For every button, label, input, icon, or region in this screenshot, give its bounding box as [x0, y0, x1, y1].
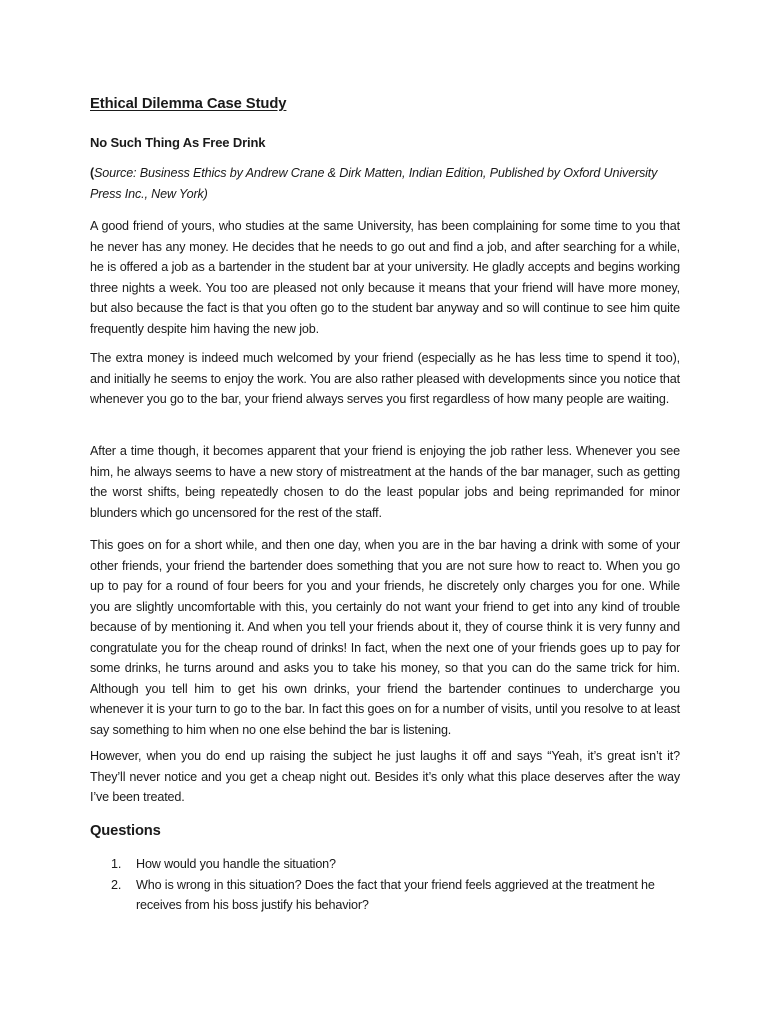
source-open-paren: (: [90, 166, 95, 180]
document-title: Ethical Dilemma Case Study: [90, 96, 287, 112]
question-number: 1.: [111, 857, 122, 871]
source-text: Source: Business Ethics by Andrew Crane & Dirk Matten, Indian Edition, Published by Oxford University Press Inc., New York): [90, 166, 658, 201]
body-paragraph-2: The extra money is indeed much welcomed by your friend (especially as he has less time to spend it too), and initially he seems to enjoy the work. You are also rather pleased with developments since you notice that whenever you go to the bar, your friend always serves you first regardless of how many people are waiting.: [90, 351, 680, 406]
body-paragraph-1: A good friend of yours, who studies at the same University, has been complaining for some time to you that he never has any money. He decides that he needs to go out and find a job, and after searching for a while, he is offered a job as a bartender in the student bar at your university. He gladly accepts and begins working three nights a week. You too are pleased not only because it means that your friend will have more money, but also because the fact is that you often go to the student bar anyway and so will continue to see him quite frequently despite him having the new job.: [90, 219, 680, 336]
question-number: 2.: [111, 877, 122, 892]
question-item-2: [90, 875, 680, 916]
question-list: [90, 854, 680, 916]
source-citation: [90, 163, 680, 204]
body-paragraph-5: However, when you do end up raising the subject he just laughs it off and says “Yeah, it’s great isn’t it? They’ll never notice and you get a cheap night out. Besides it’s only what this place deserves after the way I’ve been treated.: [90, 749, 680, 804]
case-subtitle: No Such Thing As Free Drink: [90, 135, 266, 150]
questions-heading: Questions: [90, 823, 161, 839]
question-item-1: [90, 854, 680, 875]
question-text: How would you handle the situation?: [136, 857, 336, 871]
question-text: Who is wrong in this situation? Does the fact that your friend feels aggrieved at the treatment he receives from his boss justify his behavior?: [136, 877, 655, 912]
body-paragraph-3: After a time though, it becomes apparent that your friend is enjoying the job rather less. Whenever you see him, he always seems to have a new story of mistreatment at the hands of the bar manager, such as getting the worst shifts, being repeatedly chosen to do the least popular jobs and being reprimanded for minor blunders which go uncensored for the rest of the staff.: [90, 444, 680, 520]
body-paragraph-4: This goes on for a short while, and then one day, when you are in the bar having a drink with some of your other friends, your friend the bartender does something that you are not sure how to react to. When you go up to pay for a round of four beers for you and your friends, he discretely only charges you for one. While you are slightly uncomfortable with this, you certainly do not want your friend to get into any kind of trouble because of by mentioning it. And when you tell your friends about it, they of course think it is very funny and congratulate you for the cheap round of drinks! In fact, when the next one of your friends goes up to pay for some drinks, he turns around and asks you to take his money, so that you can do the same trick for him. Although you tell him to get his own drinks, your friend the bartender continues to undercharge you whenever it is your turn to go to the bar. In fact this goes on for a number of visits, until you resolve to at least say something to him when no one else behind the bar is listening.: [90, 538, 680, 737]
